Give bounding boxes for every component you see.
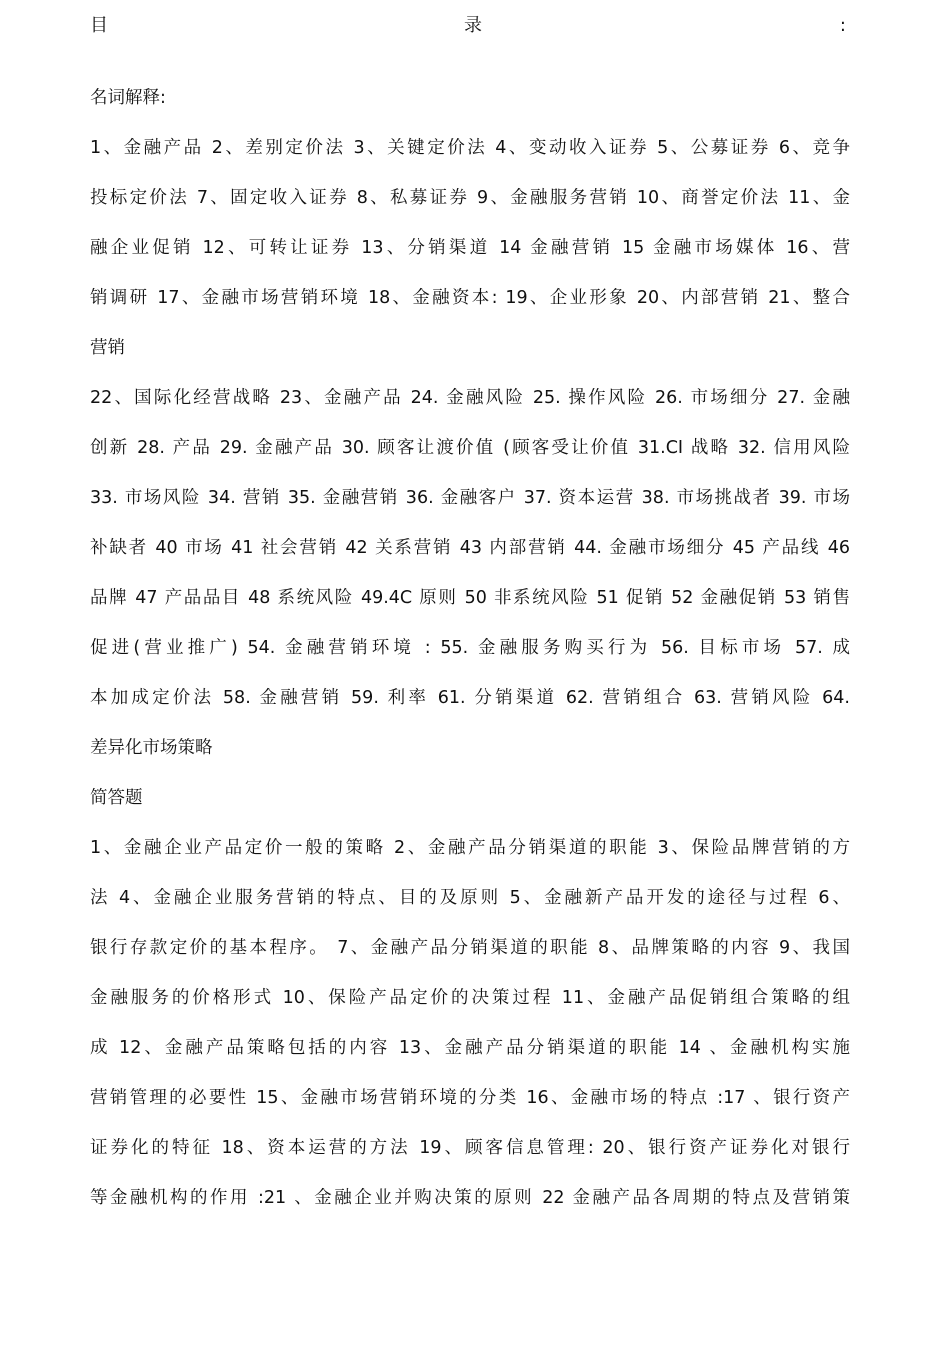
short-answer-line: 金融服务的价格形式 10、保险产品定价的决策过程 11、金融产品促销组合策略的组 (90, 988, 850, 1008)
short-answer-line: 法 4、金融企业服务营销的特点、目的及原则 5、金融新产品开发的途径与过程 6、 (90, 888, 850, 908)
toc-title (90, 12, 850, 40)
terms-heading: 名词解释: (90, 88, 166, 108)
terms-line: 补缺者 40 市场 41 社会营销 42 关系营销 43 内部营销 44. 金融市场细分 45 产品线 46 (90, 538, 850, 558)
title-char-middle: 录 (464, 15, 482, 36)
title-colon: : (839, 15, 846, 36)
short-answer-line: 1、金融企业产品定价一般的策略 2、金融产品分销渠道的职能 3、保险品牌营销的方 (90, 838, 850, 858)
terms-line: 差异化市场策略 (90, 738, 213, 758)
terms-line: 1、金融产品 2、差别定价法 3、关键定价法 4、变动收入证券 5、公募证券 6、竞争 (90, 138, 850, 158)
short-answer-line: 成 12、金融产品策略包括的内容 13、金融产品分销渠道的职能 14 、金融机构实施 (90, 1038, 850, 1058)
short-answer-heading: 简答题 (90, 788, 143, 808)
terms-line: 营销 (90, 338, 125, 358)
terms-line: 促进(营业推广) 54. 金融营销环境 : 55. 金融服务购买行为 56. 目标市场 57. 成 (90, 638, 850, 658)
title-char-left: 目 (90, 15, 108, 36)
terms-line: 33. 市场风险 34. 营销 35. 金融营销 36. 金融客户 37. 资本运营 38. 市场挑战者 39. 市场 (90, 488, 850, 508)
terms-line: 品牌 47 产品品目 48 系统风险 49.4C 原则 50 非系统风险 51 促销 52 金融促销 53 销售 (90, 588, 850, 608)
terms-line: 融企业促销 12、可转让证券 13、分销渠道 14 金融营销 15 金融市场媒体 16、营 (90, 238, 850, 258)
terms-line: 22、国际化经营战略 23、金融产品 24. 金融风险 25. 操作风险 26. 市场细分 27. 金融 (90, 388, 850, 408)
terms-line: 销调研 17、金融市场营销环境 18、金融资本: 19、企业形象 20、内部营销 21、整合 (90, 288, 850, 308)
short-answer-line: 银行存款定价的基本程序。 7、金融产品分销渠道的职能 8、品牌策略的内容 9、我国 (90, 938, 850, 958)
short-answer-line: 证券化的特征 18、资本运营的方法 19、顾客信息管理: 20、银行资产证券化对银行 (90, 1138, 850, 1158)
short-answer-line: 营销管理的必要性 15、金融市场营销环境的分类 16、金融市场的特点 :17 、银行资产 (90, 1088, 850, 1108)
short-answer-line: 等金融机构的作用 :21 、金融企业并购决策的原则 22 金融产品各周期的特点及营销策 (90, 1188, 850, 1208)
terms-line: 创新 28. 产品 29. 金融产品 30. 顾客让渡价值 (顾客受让价值 31.CI 战略 32. 信用风险 (90, 438, 850, 458)
terms-line: 投标定价法 7、固定收入证券 8、私募证券 9、金融服务营销 10、商誉定价法 11、金 (90, 188, 850, 208)
terms-line: 本加成定价法 58. 金融营销 59. 利率 61. 分销渠道 62. 营销组合 63. 营销风险 64. (90, 688, 850, 708)
